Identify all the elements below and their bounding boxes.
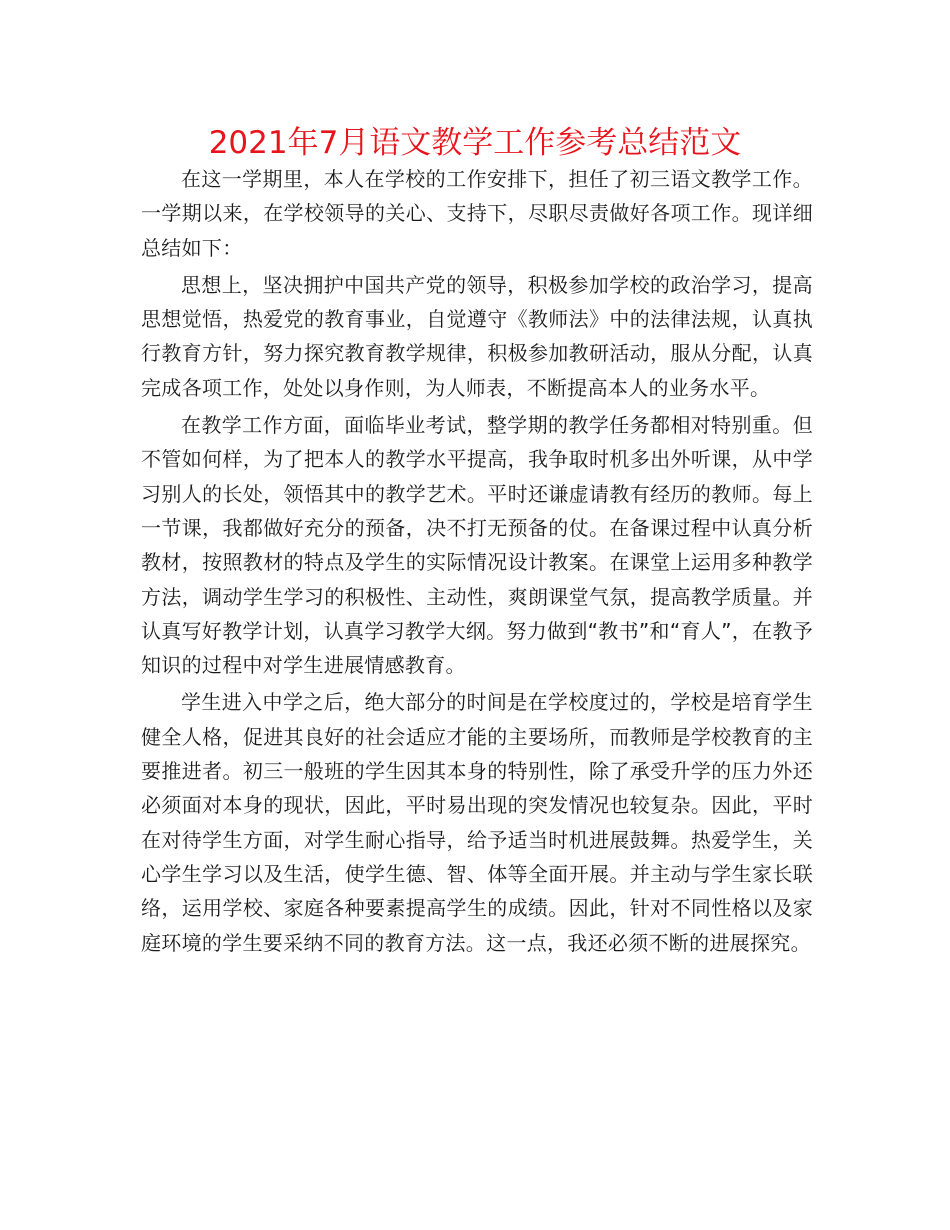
paragraph-intro: 在这一学期里，本人在学校的工作安排下，担任了初三语文教学工作。一学期以来，在学校领导的关心、支持下，尽职尽责做好各项工作。现详细总结如下：: [141, 167, 813, 260]
document-body: [141, 162, 813, 963]
paragraph-ideology: 思想上，坚决拥护中国共产党的领导，积极参加学校的政治学习，提高思想觉悟，热爱党的教育事业，自觉遵守《教师法》中的法律法规，认真执行教育方针，努力探究教育教学规律，积极参加教研活动，服从分配，认真完成各项工作，处处以身作则，为人师表，不断提高本人的业务水平。: [141, 272, 813, 400]
document-title: 2021年7月语文教学工作参考总结范文: [208, 125, 742, 161]
paragraph-student-care: 学生进入中学之后，绝大部分的时间是在学校度过的，学校是培育学生健全人格，促进其良好的社会适应才能的主要场所，而教师是学校教育的主要推进者。初三一般班的学生因其本身的特别性，除了承受升学的压力外还必须面对本身的现状，因此，平时易出现的突发情况也较复杂。因此，平时在对待学生方面，对学生耐心指导，给予适当时机进展鼓舞。热爱学生，关心学生学习以及生活，使学生德、智、体等全面开展。并主动与学生家长联络，运用学校、家庭各种要素提高学生的成绩。因此，针对不同性格以及家庭环境的学生要采纳不同的教育方法。这一点，我还必须不断的进展探究。: [141, 690, 813, 955]
paragraph-teaching-work: 在教学工作方面，面临毕业考试，整学期的教学任务都相对特别重。但不管如何样，为了把本人的教学水平提高，我争取时机多出外听课，从中学习别人的长处，领悟其中的教学艺术。平时还谦虚请教有经历的教师。每上一节课，我都做好充分的预备，决不打无预备的仗。在备课过程中认真分析教材，按照教材的特点及学生的实际情况设计教案。在课堂上运用多种教学方法，调动学生学习的积极性、主动性，爽朗课堂气氛，提高教学质量。并认真写好教学计划，认真学习教学大纲。努力做到“教书”和“育人”，在教予知识的过程中对学生进展情感教育。: [141, 413, 813, 678]
